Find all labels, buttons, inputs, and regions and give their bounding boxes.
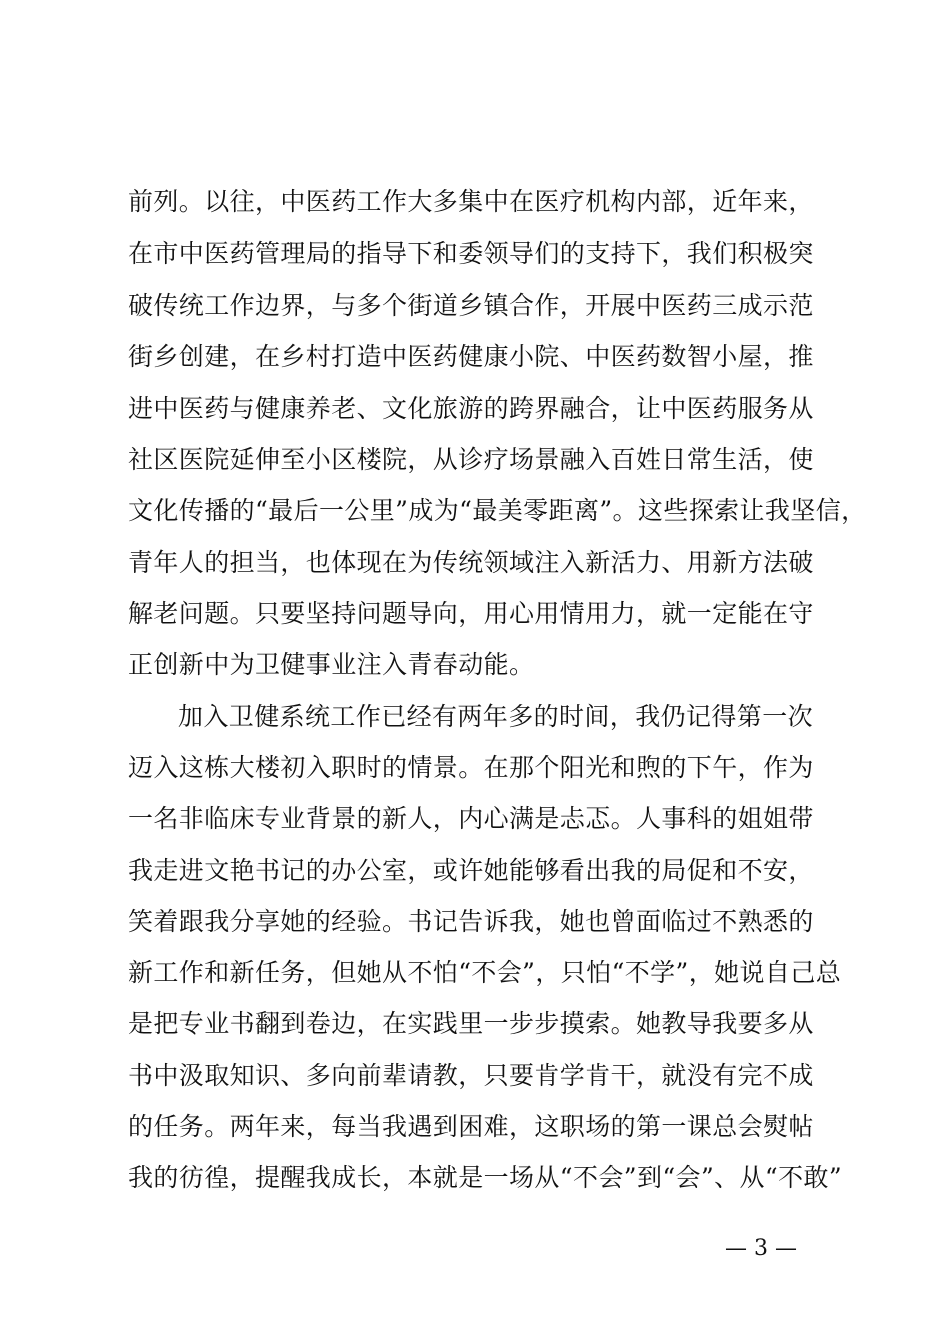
text-line-12: 迈入这栋大楼初入职时的情景。在那个阳光和煦的下午，作为 [128,753,814,782]
text-line-13: 一名非临床专业背景的新人，内心满是忐忑。人事科的姐姐带 [128,804,814,833]
text-line-5: 进中医药与健康养老、文化旅游的跨界融合，让中医药服务从 [128,394,814,423]
text-line-19: 的任务。两年来，每当我遇到困难，这职场的第一课总会熨帖 [128,1112,814,1141]
page-number: — 3 — [725,1236,797,1261]
paragraph-first-line: 加入卫健系统工作已经有两年多的时间，我仍记得第一次 [178,702,814,731]
text-line-18: 书中汲取知识、多向前辈请教，只要肯学肯干，就没有完不成 [128,1061,814,1090]
text-line-20: 我的彷徨，提醒我成长，本就是一场从“不会”到“会”、从“不敢” [128,1163,843,1192]
text-line-16: 新工作和新任务，但她从不怕“不会”，只怕“不学”，她说自己总 [128,958,842,987]
text-line-14: 我走进文艳书记的办公室，或许她能够看出我的局促和不安， [128,856,814,885]
text-line-2: 在市中医药管理局的指导下和委领导们的支持下，我们积极突 [128,239,814,268]
text-line-7: 文化传播的“最后一公里”成为“最美零距离”。这些探索让我坚信， [128,496,867,525]
text-line-4: 街乡创建，在乡村打造中医药健康小院、中医药数智小屋，推 [128,342,814,371]
text-line-6: 社区医院延伸至小区楼院，从诊疗场景融入百姓日常生活，使 [128,445,814,474]
text-line-3: 破传统工作边界，与多个街道乡镇合作，开展中医药三成示范 [128,291,814,320]
text-line-10: 正创新中为卫健事业注入青春动能。 [128,650,535,679]
text-line-17: 是把专业书翻到卷边，在实践里一步步摸索。她教导我要多从 [128,1009,814,1038]
text-line-9: 解老问题。只要坚持问题导向，用心用情用力，就一定能在守 [128,599,814,628]
text-line-8: 青年人的担当，也体现在为传统领域注入新活力、用新方法破 [128,548,814,577]
text-line-1: 前列。以往，中医药工作大多集中在医疗机构内部，近年来， [128,187,814,216]
text-line-15: 笑着跟我分享她的经验。书记告诉我，她也曾面临过不熟悉的 [128,907,814,936]
